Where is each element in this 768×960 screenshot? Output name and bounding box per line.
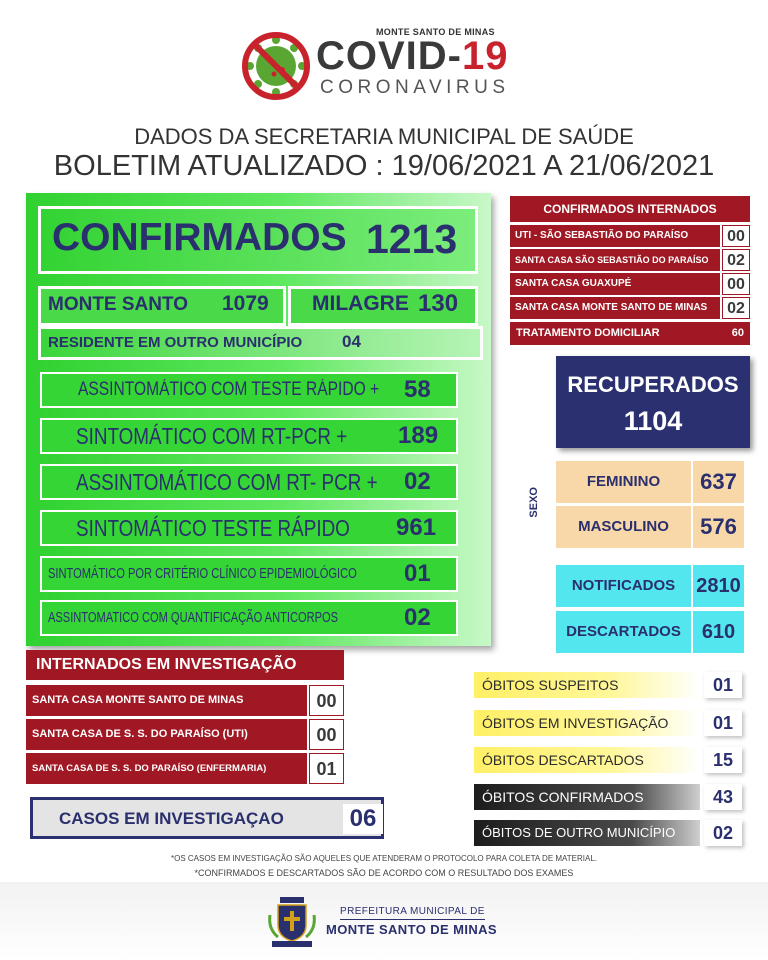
sex-label: FEMININO [556,461,691,503]
brand-number: 19 [462,34,509,78]
sex-row-male [556,506,744,548]
discarded-row [556,611,744,653]
investigation-hospital-label: SANTA CASA DE S. S. DO PARAÍSO (ENFERMARIA) [26,753,307,784]
investigation-hospital-row [26,685,344,716]
deaths-label: ÓBITOS CONFIRMADOS [474,784,700,810]
municipal-crest-icon [266,895,318,949]
investigation-hospital-value: 00 [309,719,344,750]
breakdown-value: 02 [404,604,431,631]
investigation-hospital-label: SANTA CASA MONTE SANTO DE MINAS [26,685,307,716]
breakdown-value: 58 [404,376,431,403]
breakdown-label: ASSINTOMÁTICO COM RT- PCR + [76,469,378,495]
internados-row-label: SANTA CASA SÃO SEBASTIÃO DO PARAÍSO [510,249,720,271]
breakdown-value: 02 [404,468,431,495]
bulletin-date-heading: BOLETIM ATUALIZADO : 19/06/2021 A 21/06/2021 [53,150,715,182]
cases-investigation-box [30,797,384,839]
municipality-small-label: MONTE SANTO DE MINAS [376,27,495,37]
internados-row-value: 00 [722,273,750,295]
internados-row-value: 02 [722,249,750,271]
cases-investigation-label: CASOS EM INVESTIGAÇAO [59,809,284,828]
municipality-name: MONTE SANTO DE MINAS [326,922,497,937]
breakdown-label: ASSINTOMÁTICO COM TESTE RÁPIDO + [78,379,380,400]
notified-label: NOTIFICADOS [556,565,691,607]
deaths-value: 15 [704,747,742,773]
breakdown-label: SINTOMÁTICO COM RT-PCR + [76,423,348,449]
discarded-label: DESCARTADOS [556,611,691,653]
footer-bar [0,882,768,960]
sex-section-label: SEXO [528,487,540,518]
investigation-hospital-row [26,719,344,750]
brand-covid-text: COVID- [316,34,462,78]
breakdown-label: ASSINTOMATICO COM QUANTIFICAÇÃO ANTICORPOS [48,609,339,626]
deaths-label: ÓBITOS SUSPEITOS [474,672,700,698]
footnote-investigation: *OS CASOS EM INVESTIGAÇÃO SÃO AQUELES QUE ATENDERAM O PROTOCOLO PARA COLETA DE MATERIAL. [170,854,598,863]
breakdown-value: 189 [398,422,439,449]
cases-investigation-value: 06 [343,804,383,834]
deaths-row-suspected [474,672,742,698]
internados-row-value: 02 [722,297,750,319]
city-monte-santo-label: MONTE SANTO [48,294,189,315]
sex-value: 637 [693,461,744,503]
investigation-hospital-label: SANTA CASA DE S. S. DO PARAÍSO (UTI) [26,719,307,750]
breakdown-label: SINTOMÁTICO TESTE RÁPIDO [76,515,350,541]
home-treatment-value: 60 [731,327,744,339]
deaths-value: 01 [704,710,742,736]
recovered-box [556,356,750,448]
investigation-hospital-value: 01 [309,753,344,784]
notified-value: 2810 [693,565,744,607]
deaths-row-other-municipality [474,820,742,846]
resident-other-value: 04 [342,332,361,351]
investigation-hospital-title: INTERNADOS EM INVESTIGAÇÃO [26,650,344,680]
resident-other-label: RESIDENTE EM OUTRO MUNICÍPIO [48,334,303,351]
internados-row [510,297,750,321]
breakdown-value: 01 [404,560,431,587]
internados-row [510,249,750,273]
deaths-value: 43 [704,784,742,810]
prefeitura-label: PREFEITURA MUNICIPAL DE [340,906,485,920]
sex-value: 576 [693,506,744,548]
internados-row-label: SANTA CASA GUAXUPÉ [510,273,720,295]
investigation-hospital-value: 00 [309,685,344,716]
footnote-results: *CONFIRMADOS E DESCARTADOS SÃO DE ACORDO COM O RESULTADO DOS EXAMES [194,868,574,878]
breakdown-value: 961 [396,514,437,541]
internados-row [510,225,750,249]
city-monte-santo-value: 1079 [222,292,269,315]
internados-row-value: 00 [722,225,750,247]
recovered-label: RECUPERADOS [567,372,739,397]
home-treatment-label: TRATAMENTO DOMICILIAR [516,327,660,339]
confirmed-value: 1213 [366,216,458,262]
sex-row-female [556,461,744,503]
notified-row [556,565,744,607]
deaths-label: ÓBITOS DE OUTRO MUNICÍPIO [474,820,700,846]
discarded-value: 610 [693,611,744,653]
deaths-label: ÓBITOS EM INVESTIGAÇÃO [474,710,700,736]
covid-virus-logo-icon [240,30,312,102]
recovered-value: 1104 [623,406,683,436]
deaths-label: ÓBITOS DESCARTADOS [474,747,700,773]
internados-title: CONFIRMADOS INTERNADOS [510,196,750,222]
deaths-row-investigation [474,710,742,736]
deaths-value: 01 [704,672,742,698]
secretaria-heading: DADOS DA SECRETARIA MUNICIPAL DE SAÚDE [134,124,634,149]
home-treatment-box [510,322,750,345]
deaths-row-confirmed [474,784,742,810]
investigation-hospital-row [26,753,344,784]
brand-subtitle: CORONAVIRUS [320,77,510,98]
sex-label: MASCULINO [556,506,691,548]
internados-row-label: UTI - SÃO SEBASTIÃO DO PARAÍSO [510,225,720,247]
city-milagre-label: MILAGRE [312,292,409,315]
deaths-value: 02 [704,820,742,846]
internados-row [510,273,750,297]
internados-row-label: SANTA CASA MONTE SANTO DE MINAS [510,297,720,319]
breakdown-label: SINTOMÁTICO POR CRITÉRIO CLÍNICO EPIDEMIOLÓGICO [48,565,357,582]
deaths-row-discarded [474,747,742,773]
confirmed-label: CONFIRMADOS [52,216,347,259]
brand-title [316,34,509,79]
city-milagre-value: 130 [418,290,459,317]
